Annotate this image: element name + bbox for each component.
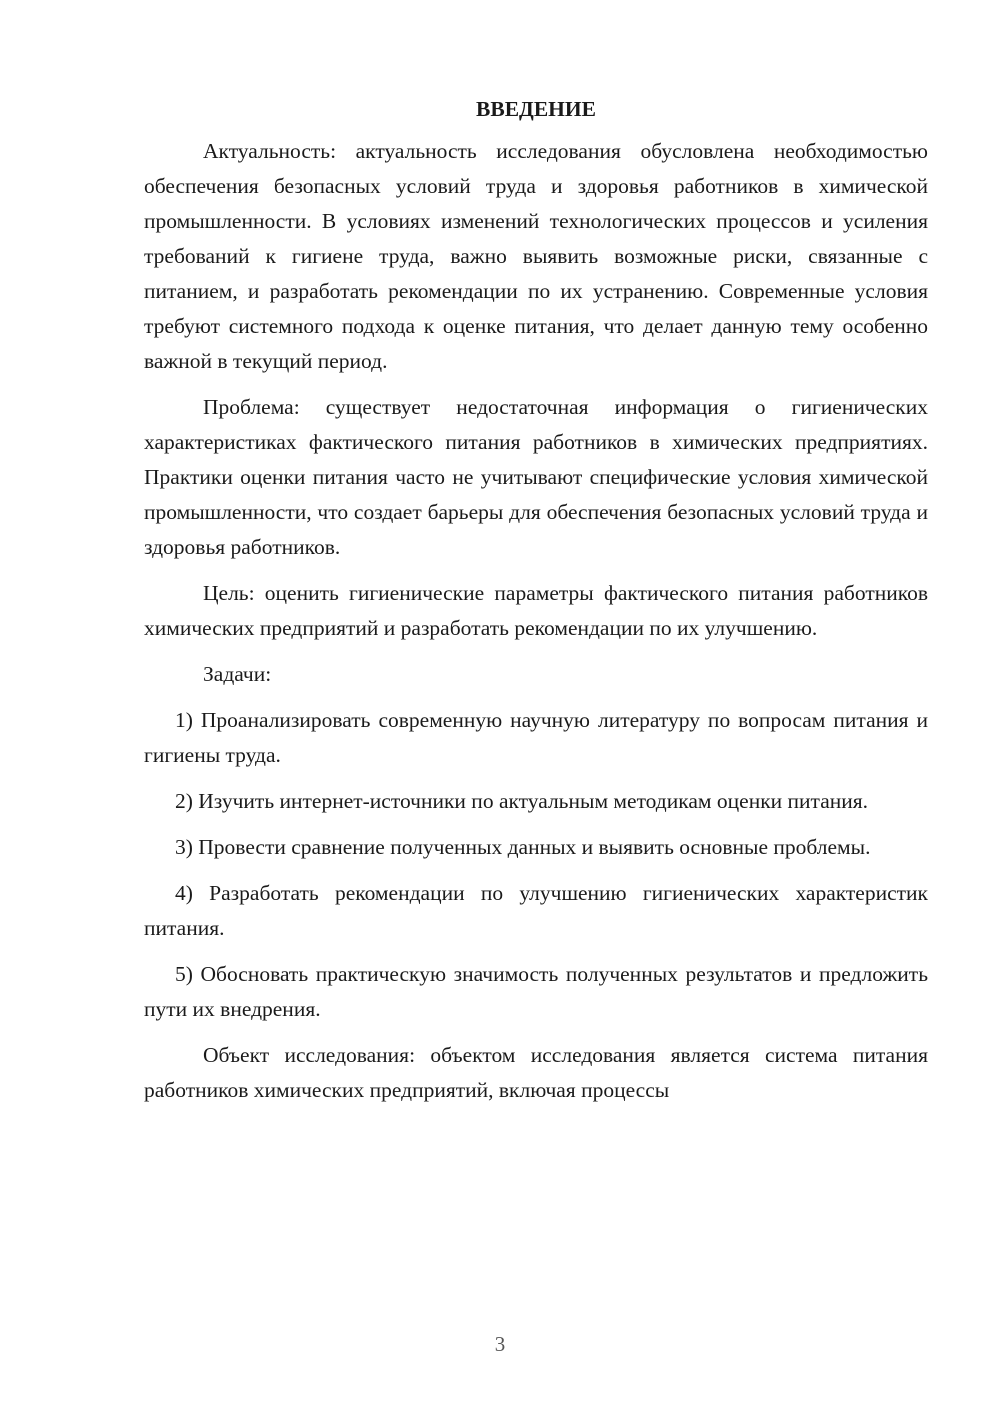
object-paragraph: Объект исследования: объектом исследования является система питания работников химических предприятий, включая процессы — [144, 1043, 928, 1102]
task-item-5: 5) Обосновать практическую значимость полученных результатов и предложить пути их внедрения. — [144, 962, 928, 1021]
page-number: 3 — [494, 1332, 506, 1356]
tasks-label: Задачи: — [203, 662, 272, 686]
document-body — [144, 92, 928, 1119]
task-item-1: 1) Проанализировать современную научную литературу по вопросам питания и гигиены труда. — [144, 708, 928, 767]
task-item-4: 4) Разработать рекомендации по улучшению гигиенических характеристик питания. — [144, 881, 928, 940]
relevance-paragraph: Актуальность: актуальность исследования обусловлена необходимостью обеспечения безопасных условий труда и здоровья работников в химической промышленности. В условиях изменений технологических процессов и усиления требований к гигиене труда, важно выявить возможные риски, связанные с питанием, и разработать рекомендации по их устранению. Современные условия требуют системного подхода к оценке питания, что делает данную тему особенно важной в текущий период. — [144, 139, 928, 373]
problem-paragraph: Проблема: существует недостаточная информация о гигиенических характеристиках фактического питания работников в химических предприятиях. Практики оценки питания часто не учитывают специфические условия химической промышленности, что создает барьеры для обеспечения безопасных условий труда и здоровья работников. — [144, 395, 928, 559]
section-heading: ВВЕДЕНИЕ — [476, 97, 596, 121]
goal-paragraph: Цель: оценить гигиенические параметры фактического питания работников химических предприятий и разработать рекомендации по их улучшению. — [144, 581, 928, 640]
task-item-2: 2) Изучить интернет-источники по актуальным методикам оценки питания. — [175, 789, 869, 813]
task-item-3: 3) Провести сравнение полученных данных и выявить основные проблемы. — [175, 835, 871, 859]
